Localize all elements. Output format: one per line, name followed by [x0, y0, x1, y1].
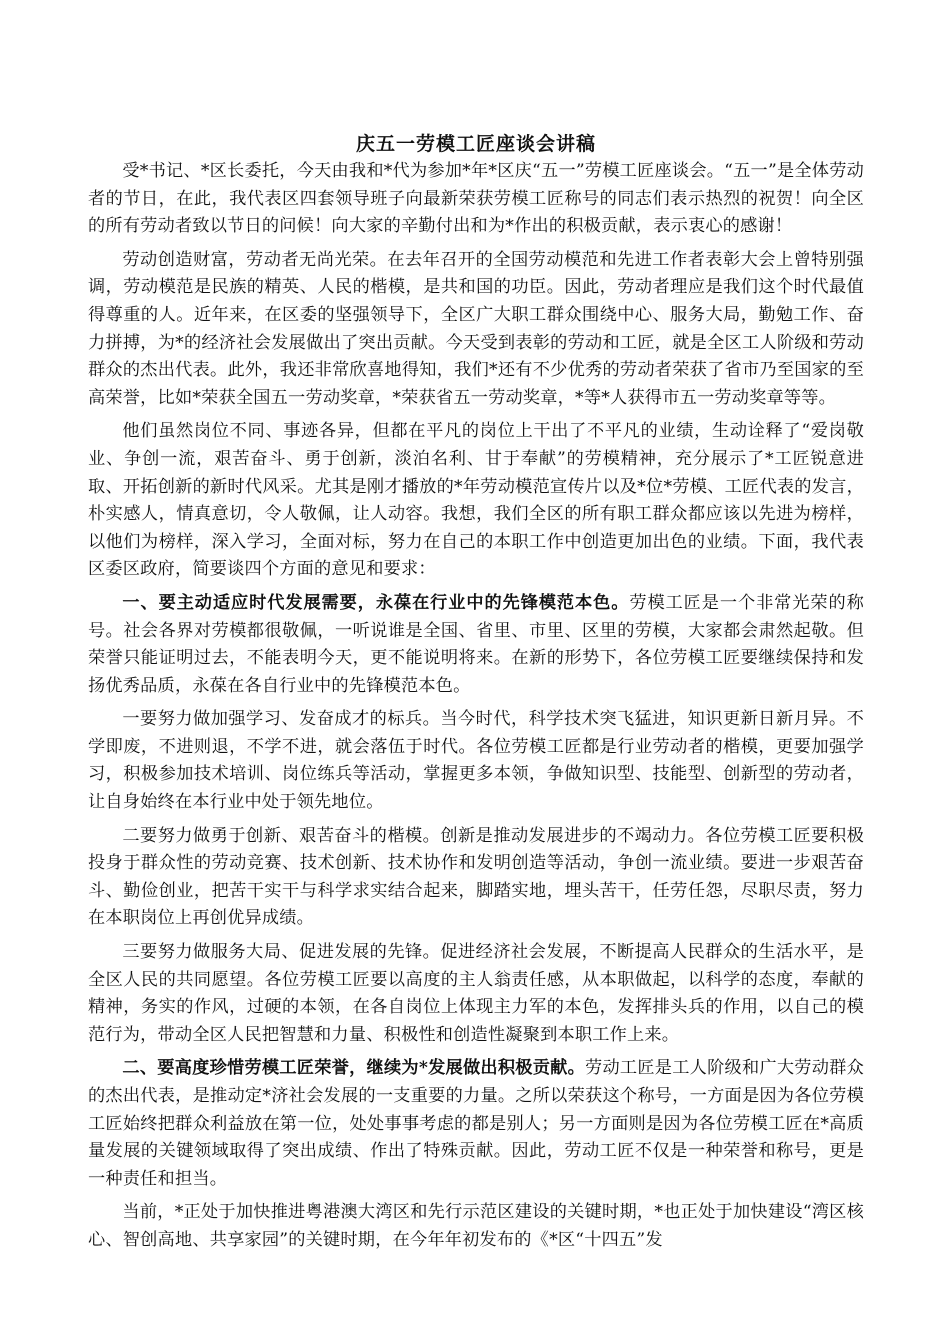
paragraph-3: [88, 418, 864, 584]
paragraph-lead: 一、要主动适应时代发展需要，永葆在行业中的先锋模范本色。: [122, 592, 630, 613]
paragraph-7: [88, 939, 864, 1049]
document-title: 庆五一劳模工匠座谈会讲稿: [355, 133, 596, 155]
section-heading-1: [88, 590, 864, 700]
paragraph-text: 二要努力做勇于创新、艰苦奋斗的楷模。创新是推动发展进步的不竭动力。各位劳模工匠要积极投身于群众性的劳动竞赛、技术创新、技术协作和发明创造等活动，争创一流业绩。要进一步艰苦奋斗、勤俭创业，把苦干实干与科学求实结合起来，脚踏实地，埋头苦干，任劳任怨，尽职尽责，努力在本职岗位上再创优异成绩。: [88, 825, 864, 929]
paragraph-text: 劳模工匠是一个非常光荣的称号。社会各界对劳模都很敬佩，一听说谁是全国、省里、市里、区里的劳模，大家都会肃然起敬。但荣誉只能证明过去，不能表明今天，更不能说明将来。在新的形势下，各位劳模工匠要继续保持和发扬优秀品质，永葆在各自行业中的先锋模范本色。: [88, 592, 864, 696]
paragraph-5: [88, 706, 864, 816]
paragraph-text: 当前，*正处于加快推进粤港澳大湾区和先行示范区建设的关键时期，*也正处于加快建设“湾区核心、智创高地、共享家园”的关键时期，在今年年初发布的《*区“十四五”发: [88, 1202, 864, 1250]
paragraph-text: 一要努力做加强学习、发奋成才的标兵。当今时代，科学技术突飞猛进，知识更新日新月异。不学即废，不进则退，不学不进，就会落伍于时代。各位劳模工匠都是行业劳动者的楷模，更要加强学习，积极参加技术培训、岗位练兵等活动，掌握更多本领，争做知识型、技能型、创新型的劳动者，让自身始终在本行业中处于领先地位。: [88, 709, 864, 813]
section-heading-2: [88, 1055, 864, 1193]
paragraph-9: [88, 1199, 864, 1254]
paragraph-text: 三要努力做服务大局、促进发展的先锋。促进经济社会发展，不断提高人民群众的生活水平，是全区人民的共同愿望。各位劳模工匠要以高度的主人翁责任感，从本职做起，以科学的态度，奉献的精神，务实的作风，过硬的本领，在各自岗位上体现主力军的本色，发挥排头兵的作用，以自己的模范行为，带动全区人民把智慧和力量、积极性和创造性凝聚到本职工作上来。: [88, 942, 864, 1045]
paragraph-lead: 二、要高度珍惜劳模工匠荣誉，继续为*发展做出积极贡献。: [122, 1058, 586, 1079]
paragraph-text: 他们虽然岗位不同、事迹各异，但都在平凡的岗位上干出了不平凡的业绩，生动诠释了“爱岗敬业、争创一流，艰苦奋斗、勇于创新，淡泊名利、甘于奉献”的劳模精神，充分展示了*工匠锐意进取、开拓创新的新时代风采。尤其是刚才播放的*年劳动模范宣传片以及*位*劳模、工匠代表的发言，朴实感人，情真意切，令人敬佩，让人动容。我想，我们全区的所有职工群众都应该以先进为榜样，以他们为榜样，深入学习，全面对标，努力在自己的本职工作中创造更加出色的业绩。下面，我代表区委区政府，简要谈四个方面的意见和要求：: [88, 421, 864, 580]
paragraph-text: 受*书记、*区长委托，今天由我和*代为参加*年*区庆“五一”劳模工匠座谈会。“五一”是全体劳动者的节日，在此，我代表区四套领导班子向最新荣获劳模工匠称号的同志们表示热烈的祝贺！向全区的所有劳动者致以节日的问候！向大家的辛勤付出和为*作出的积极贡献，表示衷心的感谢！: [88, 161, 864, 237]
paragraph-1: [88, 158, 864, 241]
paragraph-text: 劳动工匠是工人阶级和广大劳动群众的杰出代表，是推动定*济社会发展的一支重要的力量。之所以荣获这个称号，一方面是因为各位劳模工匠始终把群众利益放在第一位，处处事事考虑的都是别人；另一方面则是因为各位劳模工匠在*高质量发展的关键领域取得了突出成绩、作出了特殊贡献。因此，劳动工匠不仅是一种荣誉和称号，更是一种责任和担当。: [88, 1058, 865, 1189]
paragraph-2: [88, 247, 864, 413]
paragraph-text: 劳动创造财富，劳动者无尚光荣。在去年召开的全国劳动模范和先进工作者表彰大会上曾特别强调，劳动模范是民族的精英、人民的楷模，是共和国的功臣。因此，劳动者理应是我们这个时代最值得尊重的人。近年来，在区委的坚强领导下，全区广大职工群众围绕中心、服务大局，勤勉工作、奋力拼搏，为*的经济社会发展做出了突出贡献。今天受到表彰的劳动和工匠，就是全区工人阶级和劳动群众的杰出代表。此外，我还非常欣喜地得知，我们*还有不少优秀的劳动者荣获了省市乃至国家的至高荣誉，比如*荣获全国五一劳动奖章，*荣获省五一劳动奖章，*等*人获得市五一劳动奖章等等。: [88, 249, 864, 408]
paragraph-6: [88, 823, 864, 933]
